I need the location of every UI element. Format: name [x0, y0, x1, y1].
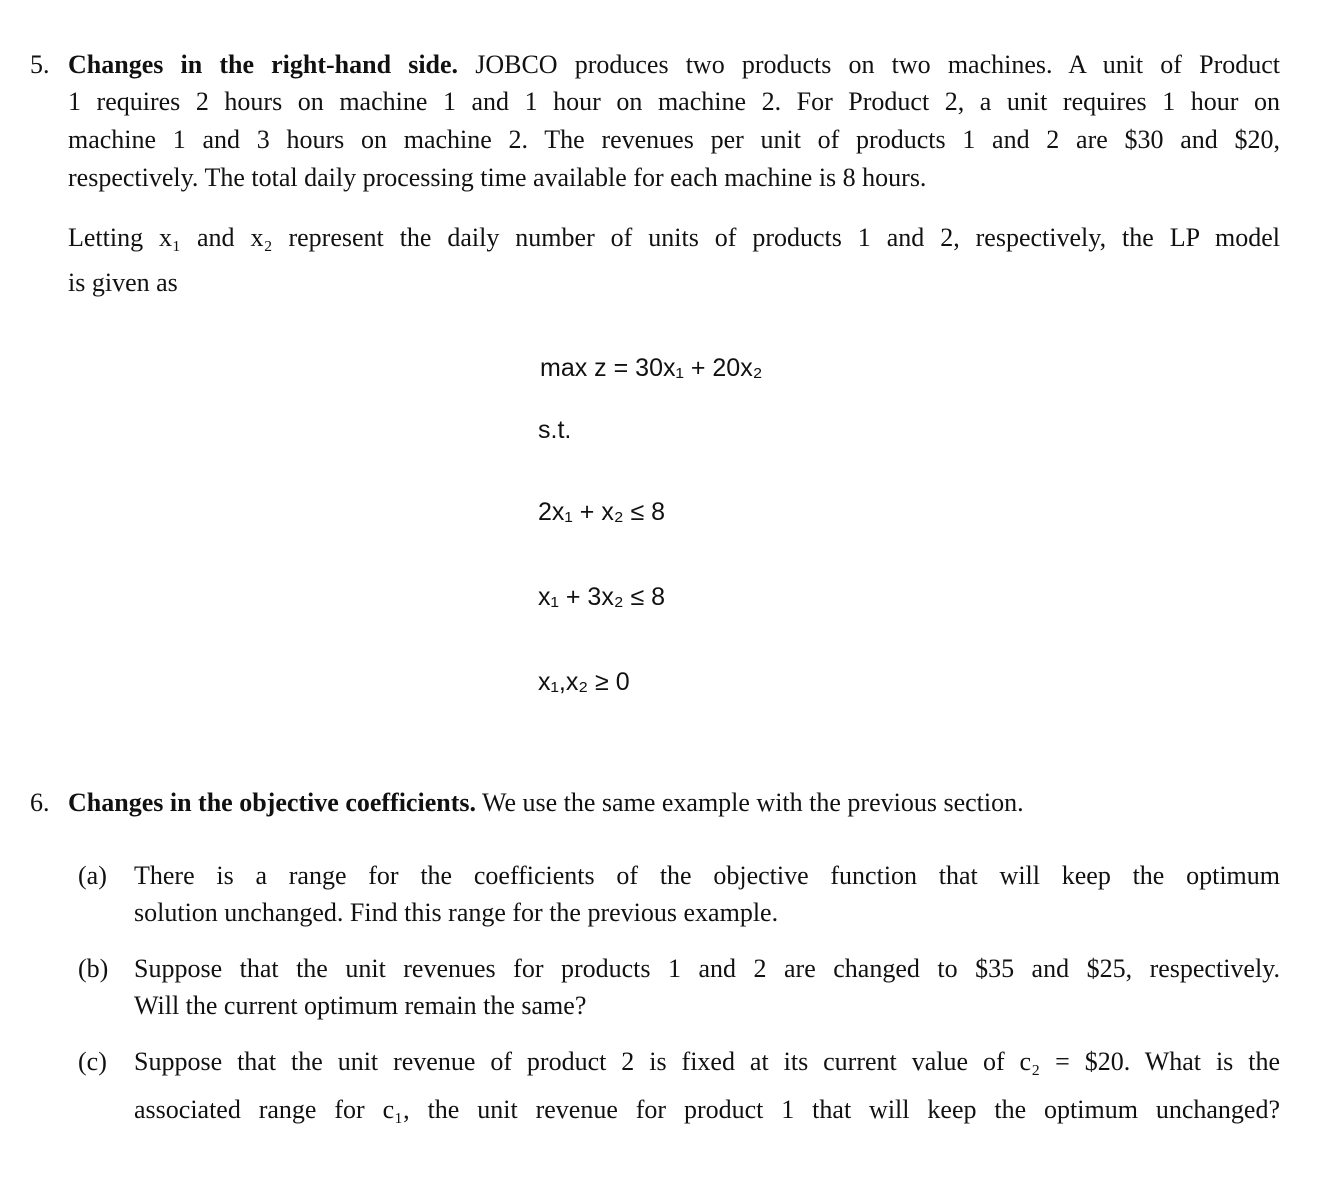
- section-5-number: 5.: [30, 50, 50, 79]
- item-b-line-2: Will the current optimum remain the same?: [134, 991, 587, 1020]
- section-5-text: JOBCO produces two products on two machines. A unit of Product: [475, 50, 1280, 79]
- item-c-label: (c): [78, 1047, 107, 1076]
- item-a-label: (a): [78, 861, 107, 890]
- section-5-title: Changes in the right-hand side.: [68, 50, 459, 79]
- constraint-2: x₁ + 3x₂ ≤ 8: [538, 583, 666, 611]
- section-6-heading: [68, 788, 1024, 818]
- item-a-line-2: solution unchanged. Find this range for the previous example.: [134, 898, 779, 927]
- item-c-line-2: associated range for c₁, the unit revenue for product 1 that will keep the optimum unchanged?: [134, 1095, 1280, 1124]
- item-b-label: (b): [78, 954, 109, 983]
- item-c-line-1: Suppose that the unit revenue of product 2 is fixed at its current value of c₂ = $20. What is the: [134, 1047, 1280, 1076]
- section-5-line-4: respectively. The total daily processing time available for each machine is 8 hours.: [68, 163, 927, 192]
- item-a-line-1: There is a range for the coefficients of the objective function that will keep the optimum: [134, 861, 1280, 890]
- section-6-number: 6.: [30, 788, 50, 817]
- lp-intro-line-2: is given as: [68, 268, 178, 297]
- section-5-line-2: 1 requires 2 hours on machine 1 and 1 hour on machine 2. For Product 2, a unit requires 1 hour on: [68, 87, 1280, 116]
- constraint-nonnegativity: x₁,x₂ ≥ 0: [538, 668, 630, 696]
- section-5-line-3: machine 1 and 3 hours on machine 2. The revenues per unit of products 1 and 2 are $30 and $20,: [68, 125, 1280, 154]
- lp-intro-line-1: Letting x₁ and x₂ represent the daily number of units of products 1 and 2, respectively, the LP model: [68, 223, 1280, 252]
- section-6-intro: We use the same example with the previous section.: [482, 788, 1024, 817]
- section-6-title: Changes in the objective coefficients.: [68, 788, 476, 817]
- objective-function: max z = 30x₁ + 20x₂: [540, 354, 763, 382]
- item-b-line-1: Suppose that the unit revenues for products 1 and 2 are changed to $35 and $25, respectively.: [134, 954, 1280, 983]
- constraint-1: 2x₁ + x₂ ≤ 8: [538, 498, 666, 526]
- section-5-line-1: [68, 50, 1280, 80]
- subject-to: s.t.: [538, 416, 572, 444]
